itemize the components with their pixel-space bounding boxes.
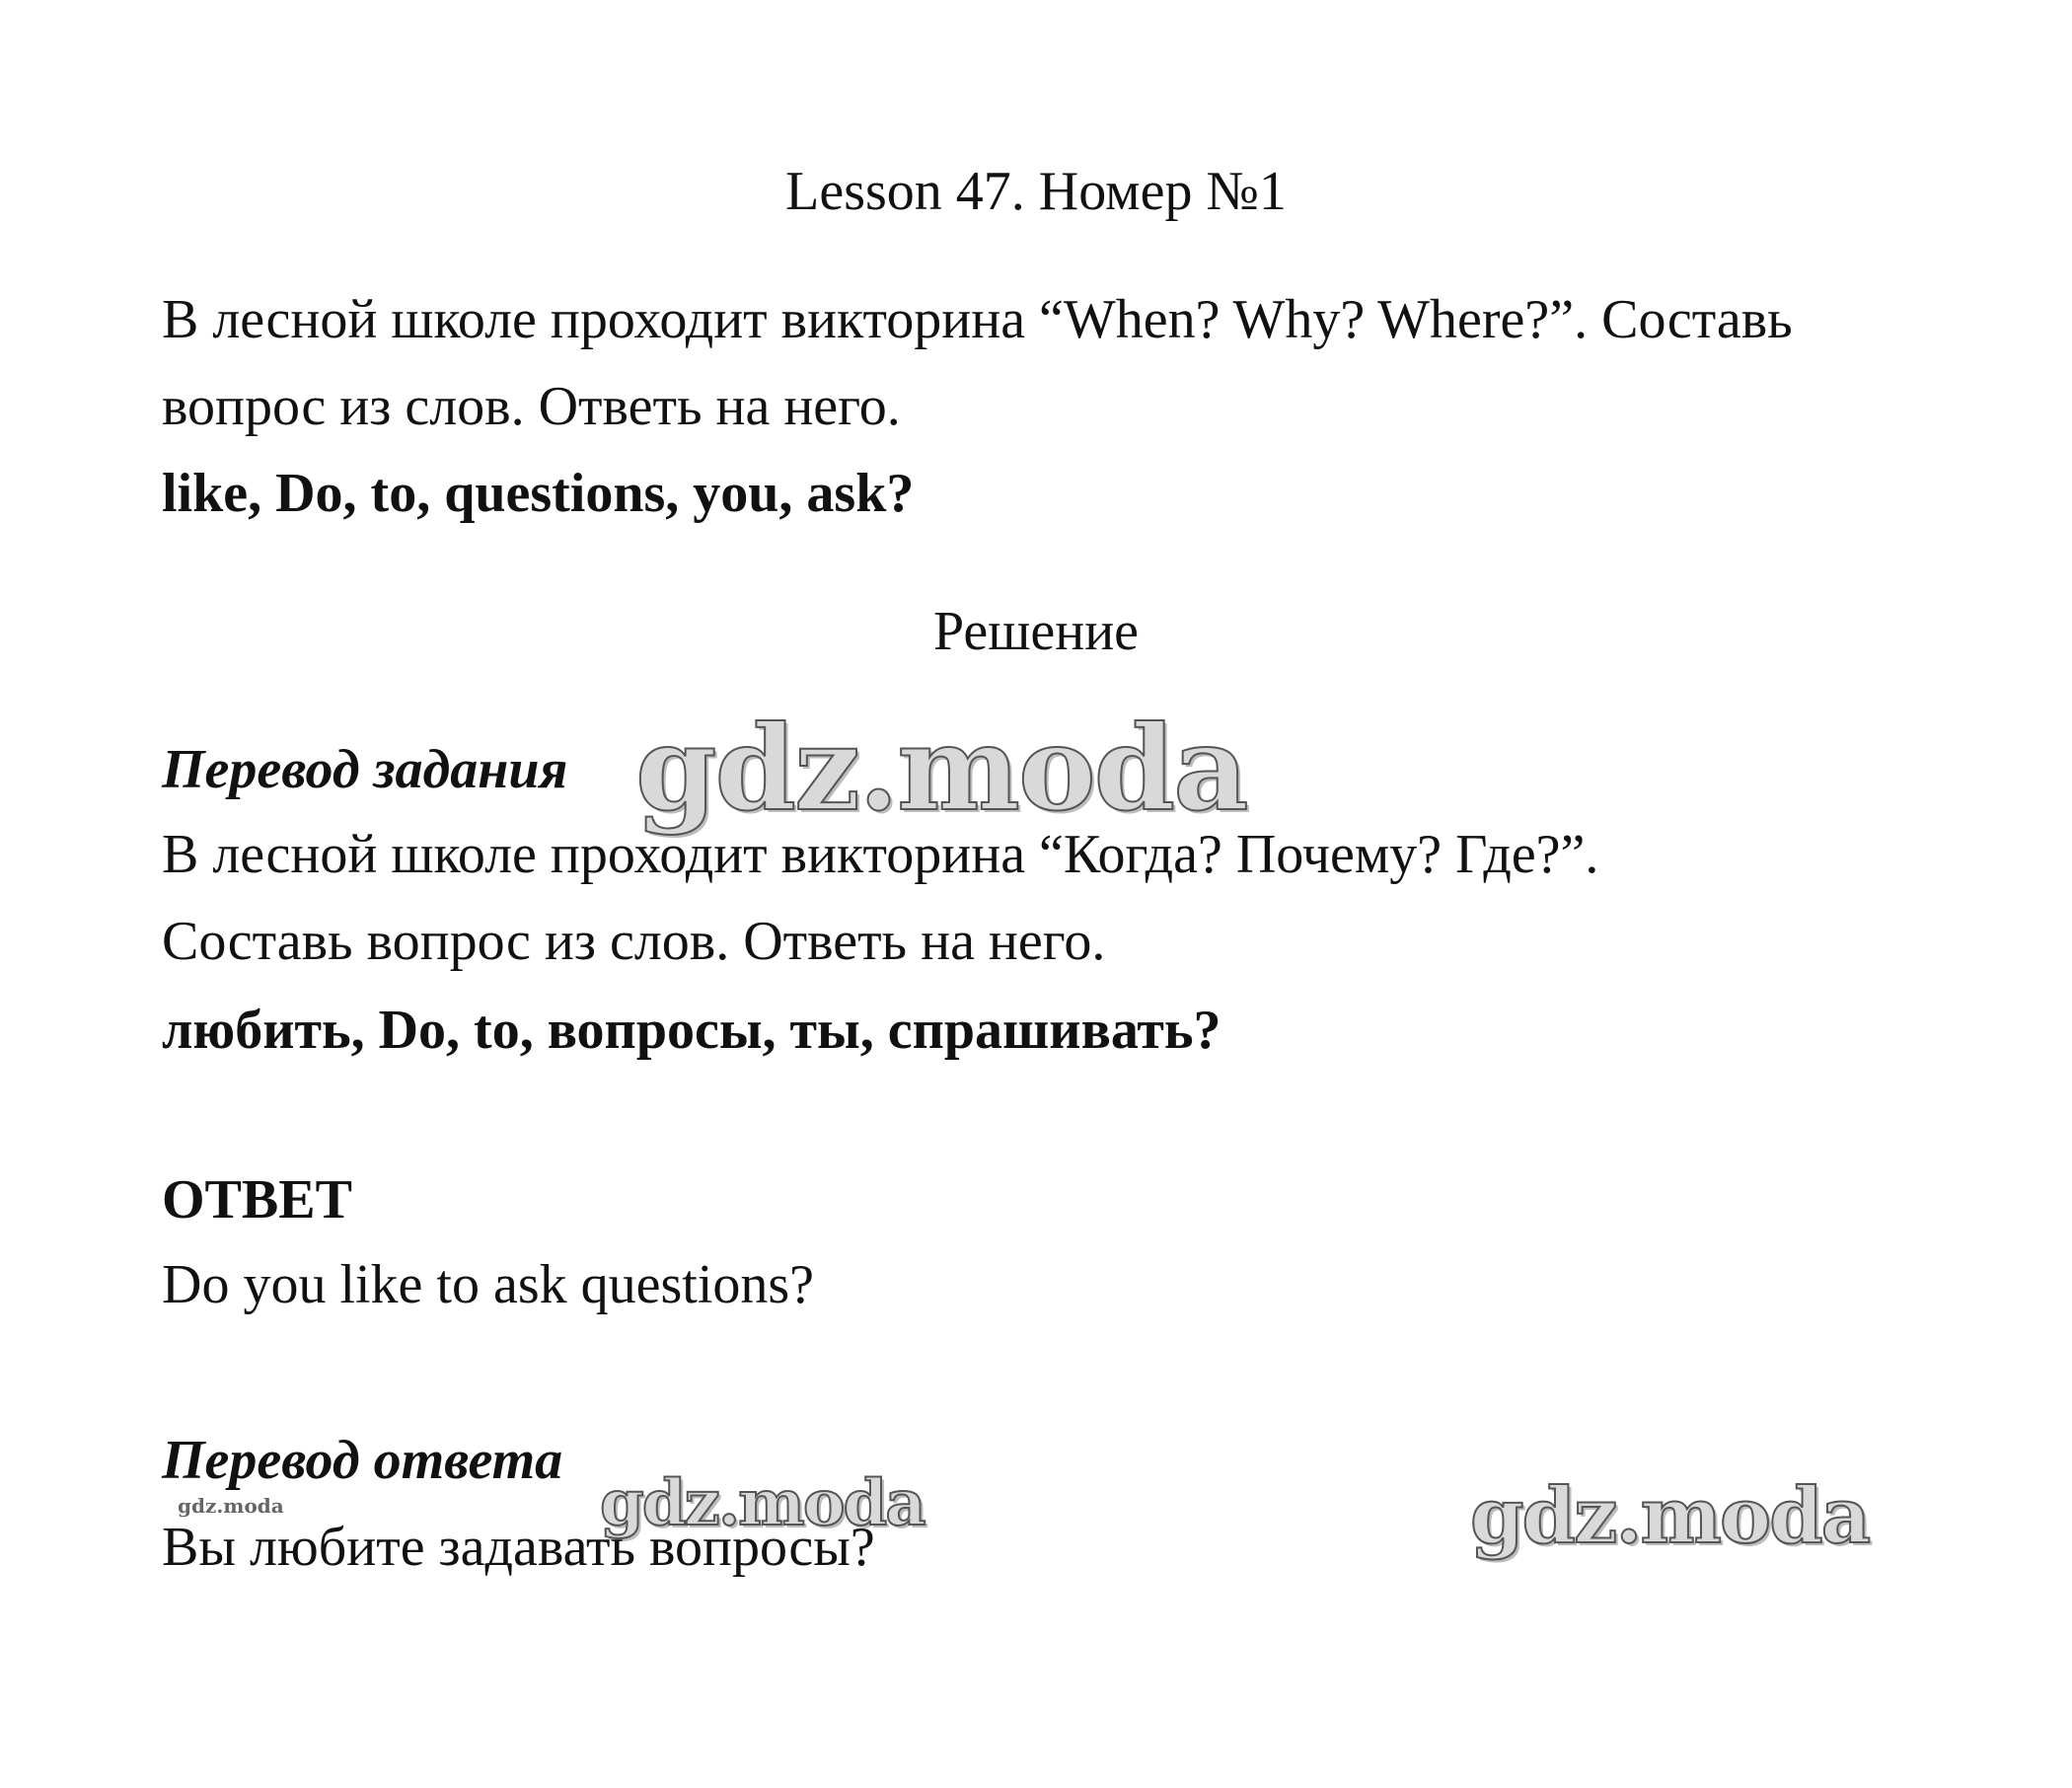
watermark-medium-right: gdz.moda xyxy=(1470,1471,1870,1561)
solution-heading: Решение xyxy=(932,601,1140,662)
watermark-small: gdz.moda xyxy=(178,1494,284,1518)
task-text-line-2: вопрос из слов. Ответь на него. xyxy=(162,376,901,437)
task-text-line-1: В лесной школе проходит викторина “When? Why? Where?”. Составь xyxy=(162,289,1793,350)
translation-line-1: В лесной школе проходит викторина “Когда? Почему? Где?”. xyxy=(162,824,1599,885)
answer-translation-text: Вы любите задавать вопросы? xyxy=(162,1517,875,1578)
task-words: like, Do, to, questions, you, ask? xyxy=(162,463,915,524)
watermark-large: gdz.moda xyxy=(635,700,1247,837)
translation-words: любить, Do, to, вопросы, ты, спрашивать? xyxy=(162,1000,1221,1061)
translation-line-2: Составь вопрос из слов. Ответь на него. xyxy=(162,911,1106,972)
answer-translation-heading: Перевод ответа xyxy=(162,1430,563,1491)
answer-text: Do you like to ask questions? xyxy=(162,1254,815,1315)
answer-heading: ОТВЕТ xyxy=(162,1169,352,1230)
watermark-medium-left: gdz.moda xyxy=(600,1466,925,1540)
page-title: Lesson 47. Номер №1 xyxy=(785,161,1287,222)
translation-heading: Перевод задания xyxy=(162,739,568,800)
